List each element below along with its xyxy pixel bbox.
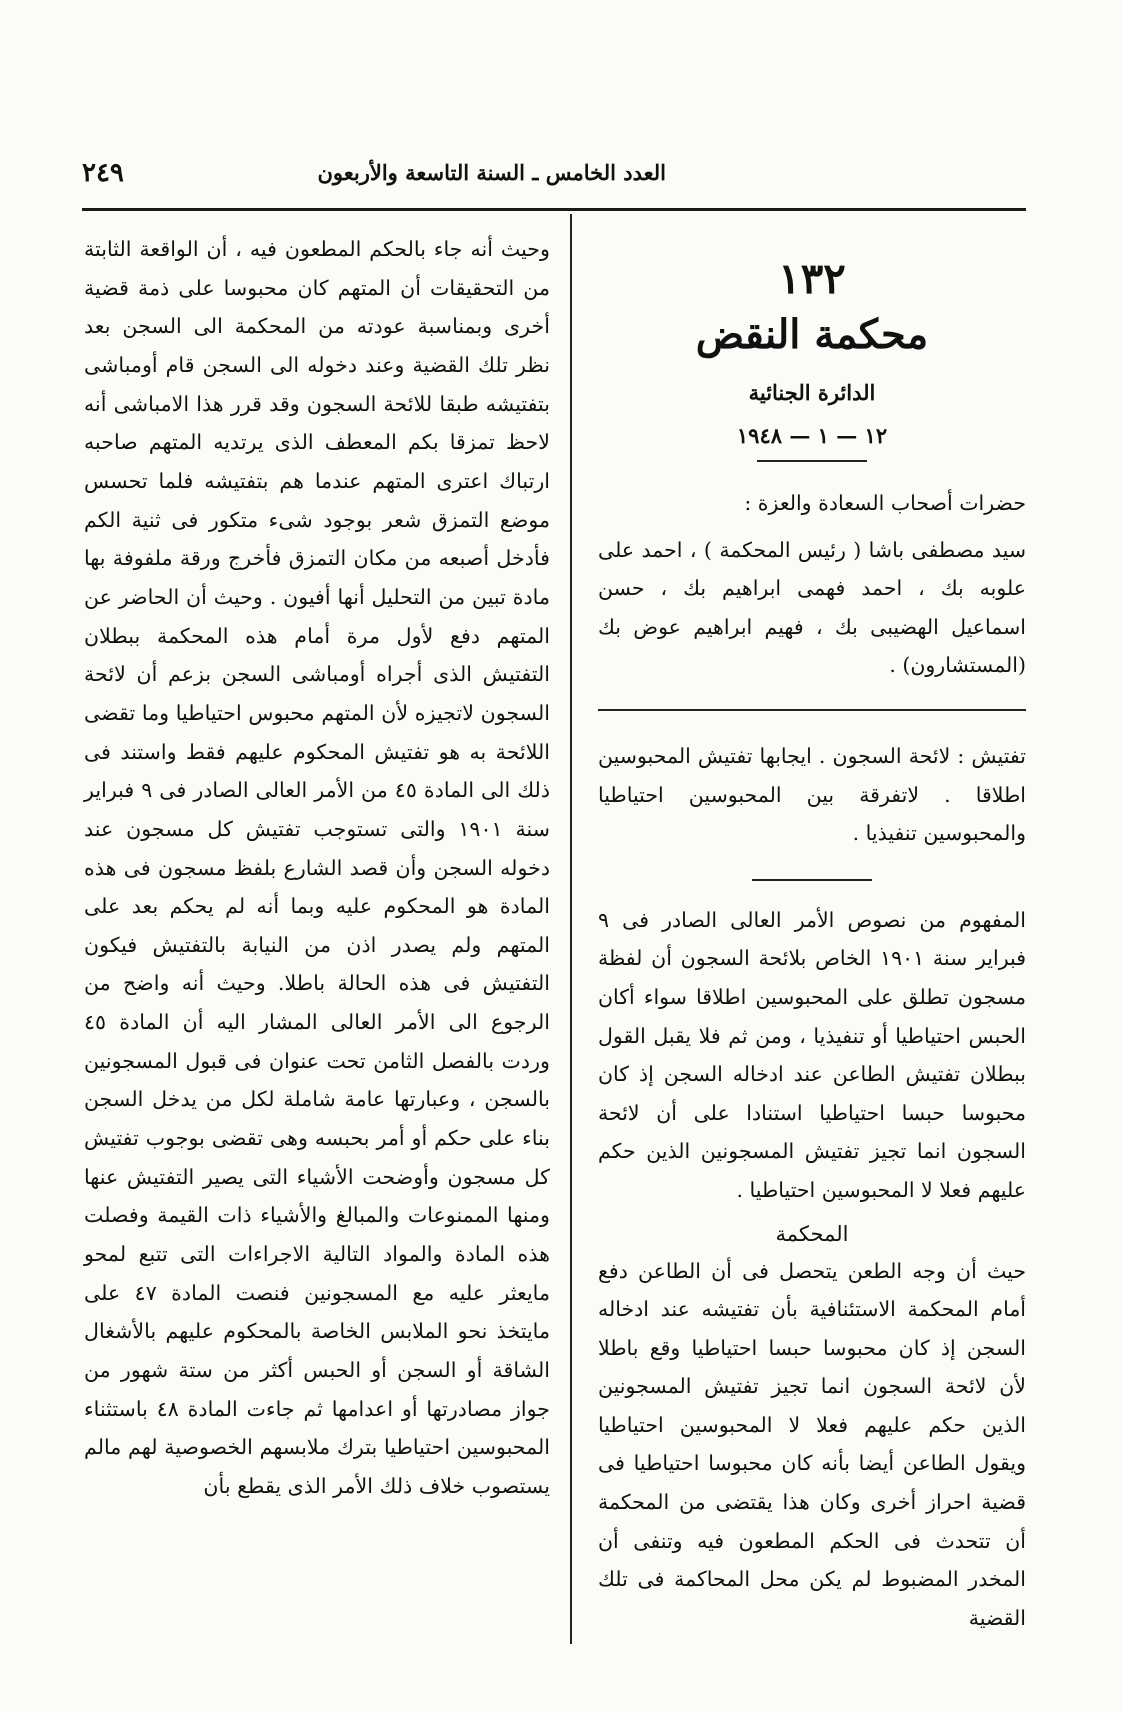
right-column (598, 226, 1026, 1637)
header-rule (82, 208, 1026, 211)
section-title: المحكمة (775, 1221, 849, 1246)
judges-list: سيد مصطفى باشا ( رئيس المحكمة ) ، احمد على علوبه بك ، احمد فهمى ابراهيم بك ، حسن اسماعيل الهضيبى بك ، فهيم ابراهيم عوض بك (المستشارون) . (598, 537, 1026, 678)
page-header (82, 158, 1026, 198)
court-circuit: الدائرة الجنائية (748, 380, 876, 405)
ruling-summary: المفهوم من نصوص الأمر العالى الصادر فى ٩ فبراير سنة ١٩٠١ الخاص بلائحة السجون أن لفظة مسجون تطلق على المحبوسين اطلاقا سواء أكان الحبس احتياطيا أو تنفيذيا ، ومن ثم فلا يقبل القول ببطلان تفتيش الطاعن عند ادخاله السجن إذ كان محبوسا حبسا احتياطيا استنادا على أن لائحة السجون انما تجيز تفتيش المسجونين الذين حكم عليهم فعلا لا المحبوسين احتياطيا . (598, 907, 1026, 1202)
court-name: محكمة النقض (695, 311, 929, 358)
date-rule (757, 460, 867, 462)
judges-rule (598, 709, 1026, 711)
principle-rule (752, 879, 872, 881)
judgment-continuation: وحيث أنه جاء بالحكم المطعون فيه ، أن الواقعة الثابتة من التحقيقات أن المتهم كان محبوسا على ذمة قضية أخرى وبمناسبة عودته من المحكمة الى السجن بعد نظر تلك القضية وعند دخوله الى السجن قام أومباشى بتفتيشه طبقا للائحة السجون وقد قرر هذا الامباشى أنه لاحظ تمزقا بكم المعطف الذى يرتديه المتهم صاحبه ارتباك اعترى المتهم عندما هم بتفتيشه فلما تحسس موضع التمزق شعر بوجود شىء متكور فى ثنية الكم فأدخل أصبعه من مكان التمزق فأخرج ورقة ملفوفة بها مادة تبين من التحليل أنها أفيون . وحيث أن الحاضر عن المتهم دفع لأول مرة أمام هذه المحكمة ببطلان التفتيش الذى أجراه أومباشى السجن بزعم أن لائحة السجون لاتجيزه لأن المتهم محبوس احتياطيا وما تقضى اللائحة به هو تفتيش المحكوم عليهم فقط واستند فى ذلك الى المادة ٤٥ من الأمر العالى الصادر فى ٩ فبراير سنة ١٩٠١ والتى تستوجب تفتيش كل مسجون عند دخوله السجن وأن قصد الشارع بلفظ مسجون فى هذه المادة هو المحكوم عليه وبما أنه لم يحكم بعد على المتهم ولم يصدر اذن من النيابة بالتفتيش فيكون التفتيش فى هذه الحالة باطلا. وحيث أنه واضح من الرجوع الى الأمر العالى المشار اليه أن المادة ٤٥ وردت بالفصل الثامن تحت عنوان فى قبول المسجونين بالسجن ، وعبارتها عامة شاملة لكل من يدخل السجن بناء على حكم أو أمر بحبسه وهى تقضى بوجوب تفتيش كل مسجون وأوضحت الأشياء التى يصير التفتيش عنها ومنها الممنوعات والمبالغ والأشياء ذات القيمة وفصلت هذه المادة والمواد التالية الاجراءات التى تتبع لمحو مايعثر عليه مع المسجونين فنصت المادة ٤٧ على مايتخذ نحو الملابس الخاصة بالمحكوم عليهم بالأشغال الشاقة أو السجن أو الحبس أكثر من ستة شهور من جواز مصادرتها أو اعدامها ثم جاءت المادة ٤٨ باستثناء المحبوسين احتياطيا بترك ملابسهم الخصوصية لهم مالم يستصوب خلاف ذلك الأمر الذى يقطع بأن (84, 237, 550, 1498)
issue-title: العدد الخامس ـ السنة التاسعة والأربعون (317, 160, 666, 185)
case-number: ١٣٢ (778, 254, 846, 303)
court-reasoning: حيث أن وجه الطعن يتحصل فى أن الطاعن دفع أمام المحكمة الاستئنافية بأن تفتيشه عند ادخاله السجن إذ كان محبوسا حبسا احتياطيا وقع باطلا لأن لائحة السجون انما تجيز تفتيش المسجونين الذين حكم عليهم فعلا لا المحبوسين احتياطيا ويقول الطاعن أيضا بأنه كان محبوسا احتياطيا فى قضية احراز أخرى وكان هذا يقتضى من المحكمة أن تتحدث فى الحكم المطعون فيه وتنفى أن المخدر المضبوط لم يكن محل المحاكمة فى تلك القضية (598, 1258, 1026, 1630)
judges-heading: حضرات أصحاب السعادة والعزة : (744, 491, 1026, 515)
legal-principle: تفتيش : لائحة السجون . ايجابها تفتيش المحبوسين اطلاقا . لاتفرقة بين المحبوسين احتياطيا والمحبوسين تنفيذيا . (598, 743, 1026, 846)
session-date: ١٢ — ١ — ١٩٤٨ (736, 423, 888, 448)
column-divider (570, 214, 572, 1644)
page-number: ٢٤٩ (82, 158, 124, 188)
left-column (84, 230, 550, 1506)
